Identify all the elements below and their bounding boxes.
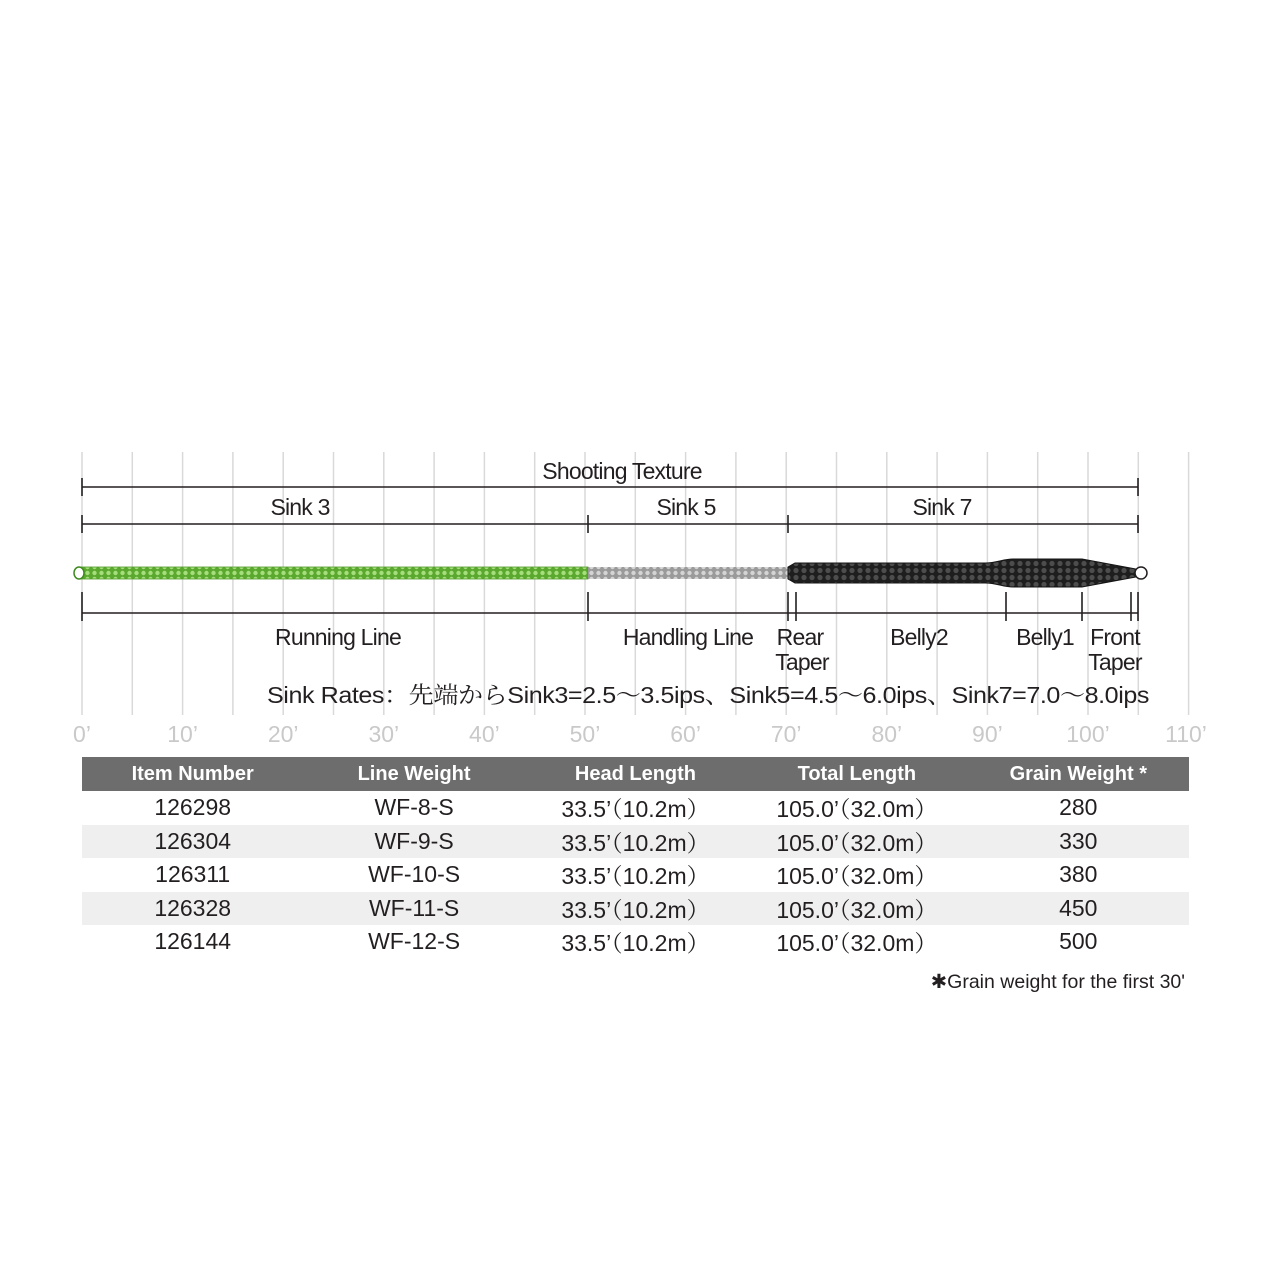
sink5-label: Sink 5 — [656, 494, 716, 520]
belly2-label: Belly2 — [890, 624, 948, 650]
col-grain-weight: Grain Weight * — [968, 757, 1189, 791]
running-line-segment — [80, 567, 588, 579]
cell-item-number: 126304 — [82, 825, 303, 859]
spec-table — [82, 757, 1189, 959]
distance-axis — [73, 721, 1207, 747]
axis-tick-label: 10’ — [167, 721, 198, 747]
axis-tick-label: 110’ — [1165, 721, 1207, 747]
front-taper-line2: Taper — [1088, 649, 1142, 675]
rear-taper-line2: Taper — [775, 649, 829, 675]
cell-grain-weight: 280 — [1059, 794, 1098, 821]
fly-line — [74, 559, 1147, 587]
axis-tick-label: 30’ — [368, 721, 400, 747]
cell-line-weight: WF-10-S — [368, 861, 461, 888]
top-brackets — [82, 478, 1138, 533]
cell-item-number: 126144 — [154, 928, 232, 955]
cell-total-length: 105.0’（32.0m） — [746, 892, 967, 926]
front-loop-icon — [1135, 567, 1147, 579]
handling-line-segment — [588, 567, 790, 579]
axis-tick-label: 60’ — [670, 721, 701, 747]
sink-rates-text: Sink Rates：先端からSink3=2.5～3.5ips、Sink5=4.5～6.0ips、Sink7=7.0～8.0ips — [267, 682, 1149, 708]
cell-total-length: 105.0’（32.0m） — [776, 863, 938, 890]
cell-item-number: 126311 — [155, 861, 231, 888]
axis-tick-label: 80’ — [871, 721, 903, 747]
cell-line-weight: WF-11-S — [303, 892, 524, 926]
section-brackets — [82, 592, 1138, 621]
axis-tick-label: 20’ — [267, 721, 299, 747]
cell-head-length: 33.5’（10.2m） — [525, 825, 746, 859]
table-row — [82, 858, 1189, 892]
cell-total-length: 105.0’（32.0m） — [776, 930, 938, 957]
diagram-title: Shooting Texture — [542, 458, 702, 484]
cell-head-length: 33.5’（10.2m） — [561, 863, 710, 890]
cell-item-number: 126298 — [154, 794, 232, 821]
front-taper-label — [1088, 624, 1143, 675]
cell-grain-weight: 500 — [1059, 928, 1098, 955]
cell-line-weight: WF-8-S — [374, 794, 454, 821]
running-line-label: Running Line — [275, 624, 401, 650]
col-item-number: Item Number — [82, 757, 303, 791]
axis-tick-label: 50’ — [569, 721, 601, 747]
cell-line-weight: WF-9-S — [303, 825, 524, 859]
cell-total-length: 105.0’（32.0m） — [746, 825, 967, 859]
axis-tick-label: 90’ — [972, 721, 1003, 747]
axis-tick-label: 100’ — [1066, 721, 1110, 747]
sink3-label: Sink 3 — [270, 494, 330, 520]
axis-tick-label: 70’ — [770, 721, 802, 747]
col-head-length: Head Length — [525, 757, 746, 791]
cell-head-length: 33.5’（10.2m） — [561, 796, 710, 823]
table-row — [82, 925, 1189, 959]
cell-line-weight: WF-12-S — [368, 928, 461, 955]
axis-tick-label: 0’ — [73, 721, 91, 747]
table-header-row — [82, 757, 1189, 791]
rear-taper-label — [775, 624, 830, 675]
table-row — [82, 892, 1189, 926]
axis-tick-label: 40’ — [469, 721, 500, 747]
sink7-label: Sink 7 — [912, 494, 972, 520]
cell-grain-weight: 450 — [968, 892, 1189, 926]
front-taper-line1: Front — [1090, 624, 1140, 650]
head-segment — [788, 559, 1136, 587]
belly1-label: Belly1 — [1016, 624, 1074, 650]
table-row — [82, 791, 1189, 825]
col-total-length: Total Length — [746, 757, 967, 791]
cell-total-length: 105.0’（32.0m） — [776, 796, 938, 823]
grain-weight-footnote: ✱Grain weight for the first 30' — [930, 971, 1185, 993]
table-row — [82, 825, 1189, 859]
rear-taper-line1: Rear — [776, 624, 824, 650]
handling-line-label: Handling Line — [622, 624, 754, 650]
rear-loop-icon — [74, 567, 84, 579]
cell-grain-weight: 380 — [1059, 861, 1098, 888]
cell-grain-weight: 330 — [968, 825, 1189, 859]
col-line-weight: Line Weight — [303, 757, 524, 791]
cell-item-number: 126328 — [82, 892, 303, 926]
cell-head-length: 33.5’（10.2m） — [561, 930, 710, 957]
cell-head-length: 33.5’（10.2m） — [525, 892, 746, 926]
